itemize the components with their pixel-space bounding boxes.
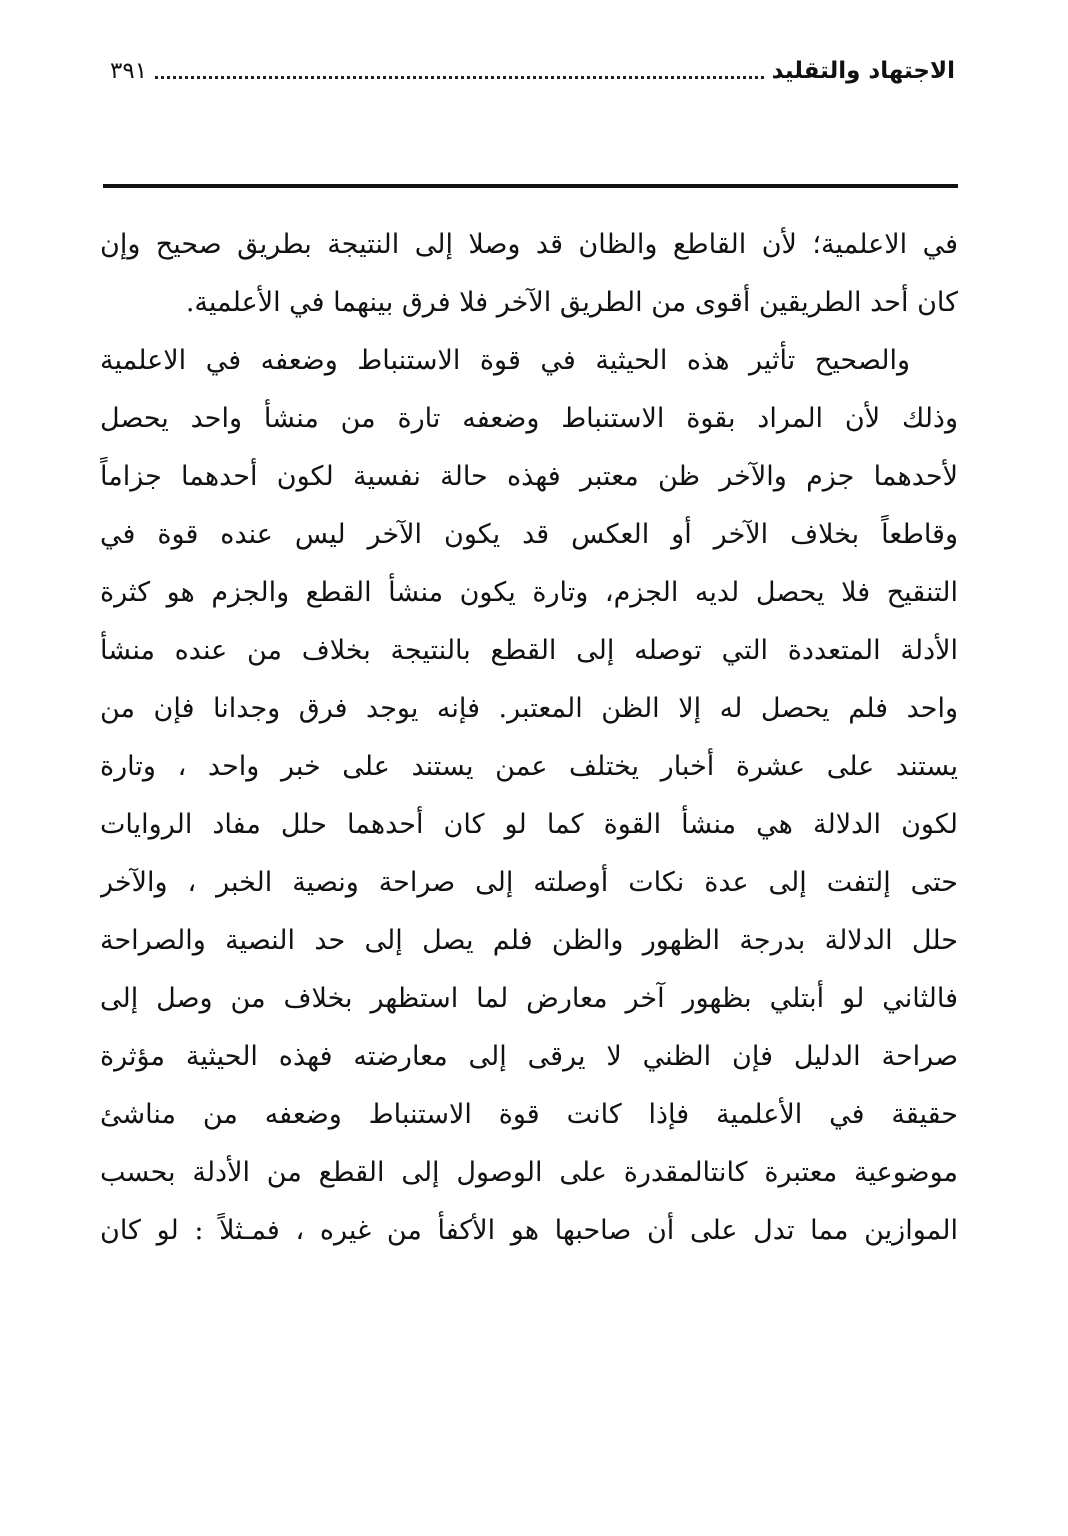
text-line: كان أحد الطريقين أقوى من الطريق الآخر فلا فرق بينهما في الأعلمية.	[185, 287, 958, 318]
text-line: التنقيح فلا يحصل لديه الجزم، وتارة يكون منشأ القطع والجزم هو كثرة	[100, 577, 958, 608]
text-line: يستند على عشرة أخبار يختلف عمن يستند على خبر واحد ، وتارة	[100, 751, 958, 782]
text-line: حتى إلتفت إلى عدة نكات أوصلته إلى صراحة ونصية الخبر ، والآخر	[100, 867, 958, 898]
text-line: في الاعلمية؛ لأن القاطع والظان قد وصلا إلى النتيجة بطريق صحيح وإن	[100, 229, 958, 260]
header-dot-leader	[155, 76, 764, 79]
text-line: الموازين مما تدل على أن صاحبها هو الأكفأ من غيره ، فمـثلاً : لو كان	[100, 1215, 958, 1246]
text-line: لكون الدلالة هي منشأ القوة كما لو كان أحدهما حلل مفاد الروايات	[100, 809, 958, 840]
text-line: حلل الدلالة بدرجة الظهور والظن فلم يصل إلى حد النصية والصراحة	[100, 925, 958, 956]
text-line: الأدلة المتعددة التي توصله إلى القطع بالنتيجة بخلاف من عنده منشأ	[100, 635, 958, 666]
text-line: فالثاني لو أبتلي بظهور آخر معارض لما استظهر بخلاف من وصل إلى	[100, 983, 958, 1014]
page-number: ٣٩١	[110, 58, 148, 84]
text-line: موضوعية معتبرة كانتالمقدرة على الوصول إلى القطع من الأدلة بحسب	[100, 1157, 958, 1188]
header-divider-rule	[103, 184, 958, 188]
running-header	[110, 48, 955, 94]
text-line: لأحدهما جزم والآخر ظن معتبر فهذه حالة نفسية لكون أحدهما جزاماً	[100, 461, 958, 492]
text-line: حقيقة في الأعلمية فإذا كانت قوة الاستنباط وضعفه من مناشئ	[100, 1099, 958, 1130]
text-line: واحد فلم يحصل له إلا الظن المعتبر. فإنه يوجد فرق وجدانا فإن من	[100, 693, 958, 724]
header-title: الاجتهاد والتقليد	[771, 58, 955, 84]
text-line: صراحة الدليل فإن الظني لا يرقى إلى معارضته فهذه الحيثية مؤثرة	[100, 1041, 958, 1072]
text-line: والصحيح تأثير هذه الحيثية في قوة الاستنباط وضعفه في الاعلمية	[100, 345, 910, 376]
body-text	[100, 216, 958, 1260]
text-line: وقاطعاً بخلاف الآخر أو العكس قد يكون الآخر ليس عنده قوة في	[100, 519, 958, 550]
text-line: وذلك لأن المراد بقوة الاستنباط وضعفه تارة من منشأ واحد يحصل	[100, 403, 958, 434]
